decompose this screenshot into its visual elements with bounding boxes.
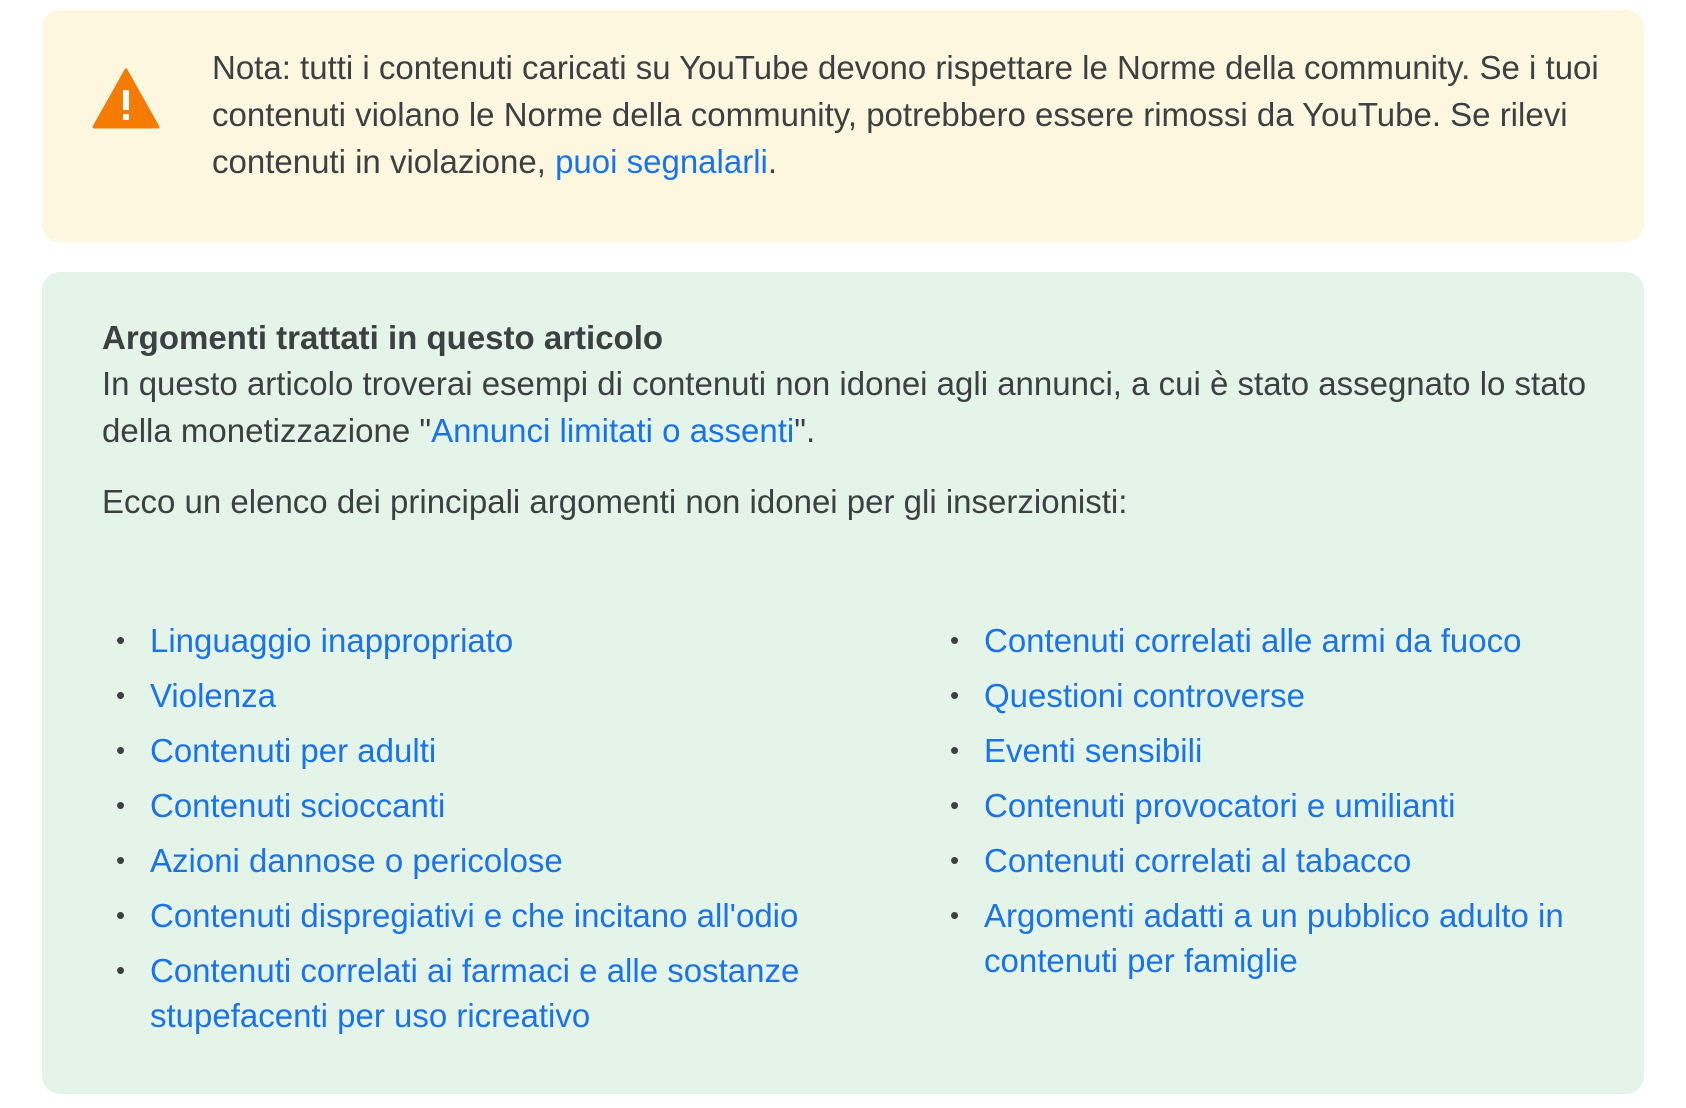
note-text-main: Nota: tutti i contenuti caricati su YouTube devono rispettare le Norme della community. Se i tuoi contenuti violano le Norme della community, potrebbero essere rimossi da YouTube. Se rilevi contenuti in violazione, (212, 49, 1599, 180)
bullet: • (116, 900, 126, 930)
topics-intro-end: ". (794, 412, 816, 449)
topic-link[interactable]: Linguaggio inappropriato (150, 622, 514, 659)
bullet: • (116, 735, 126, 765)
note-text (212, 44, 1632, 185)
list-item (102, 838, 892, 883)
bullet: • (116, 680, 126, 710)
bullet: • (950, 900, 960, 930)
list-item (936, 728, 1616, 773)
topic-link[interactable]: Questioni controverse (984, 677, 1305, 714)
bullet: • (116, 790, 126, 820)
list-item (102, 948, 892, 1038)
topic-link[interactable]: Violenza (150, 677, 276, 714)
topics-title: Argomenti trattati in questo articolo (102, 319, 664, 356)
topic-link[interactable]: Eventi sensibili (984, 732, 1203, 769)
bullet: • (116, 625, 126, 655)
topics-box (42, 272, 1644, 1094)
topic-link[interactable]: Azioni dannose o pericolose (150, 842, 563, 879)
list-item (936, 673, 1616, 718)
note-text-end: . (767, 143, 778, 180)
topic-link[interactable]: Contenuti correlati alle armi da fuoco (984, 622, 1522, 659)
report-content-link[interactable]: puoi segnalarli (555, 143, 768, 180)
bullet: • (950, 625, 960, 655)
list-item (936, 618, 1616, 663)
topic-link[interactable]: Contenuti correlati al tabacco (984, 842, 1412, 879)
topic-link[interactable]: Contenuti correlati ai farmaci e alle sostanze stupefacenti per uso ricreativo (150, 952, 800, 1034)
list-item (936, 893, 1616, 983)
bullet: • (950, 790, 960, 820)
bullet: • (950, 680, 960, 710)
list-item (102, 728, 892, 773)
topic-link[interactable]: Contenuti dispregiativi e che incitano all'odio (150, 897, 799, 934)
topics-lead: Ecco un elenco dei principali argomenti non idonei per gli inserzionisti: (102, 483, 1128, 520)
list-item (936, 783, 1616, 828)
list-item (102, 893, 892, 938)
topic-link[interactable]: Contenuti provocatori e umilianti (984, 787, 1456, 824)
topic-link[interactable]: Contenuti per adulti (150, 732, 437, 769)
topic-link[interactable]: Contenuti scioccanti (150, 787, 446, 824)
list-item (102, 783, 892, 828)
topic-link[interactable]: Argomenti adatti a un pubblico adulto in contenuti per famiglie (984, 897, 1564, 979)
list-item (936, 838, 1616, 883)
topics-intro (102, 360, 1602, 454)
bullet: • (116, 955, 126, 985)
topics-list-right (936, 618, 1616, 993)
warning-triangle-icon (92, 68, 160, 130)
topics-content (102, 316, 1602, 1034)
list-item (102, 673, 892, 718)
list-item (102, 618, 892, 663)
topics-intro-text: In questo articolo troverai esempi di contenuti non idonei agli annunci, a cui è stato assegnato lo stato della monetizzazione " (102, 365, 1587, 449)
limited-ads-link[interactable]: Annunci limitati o assenti (431, 412, 795, 449)
bullet: • (116, 845, 126, 875)
bullet: • (950, 735, 960, 765)
topics-list-left (102, 618, 892, 1048)
bullet: • (950, 845, 960, 875)
